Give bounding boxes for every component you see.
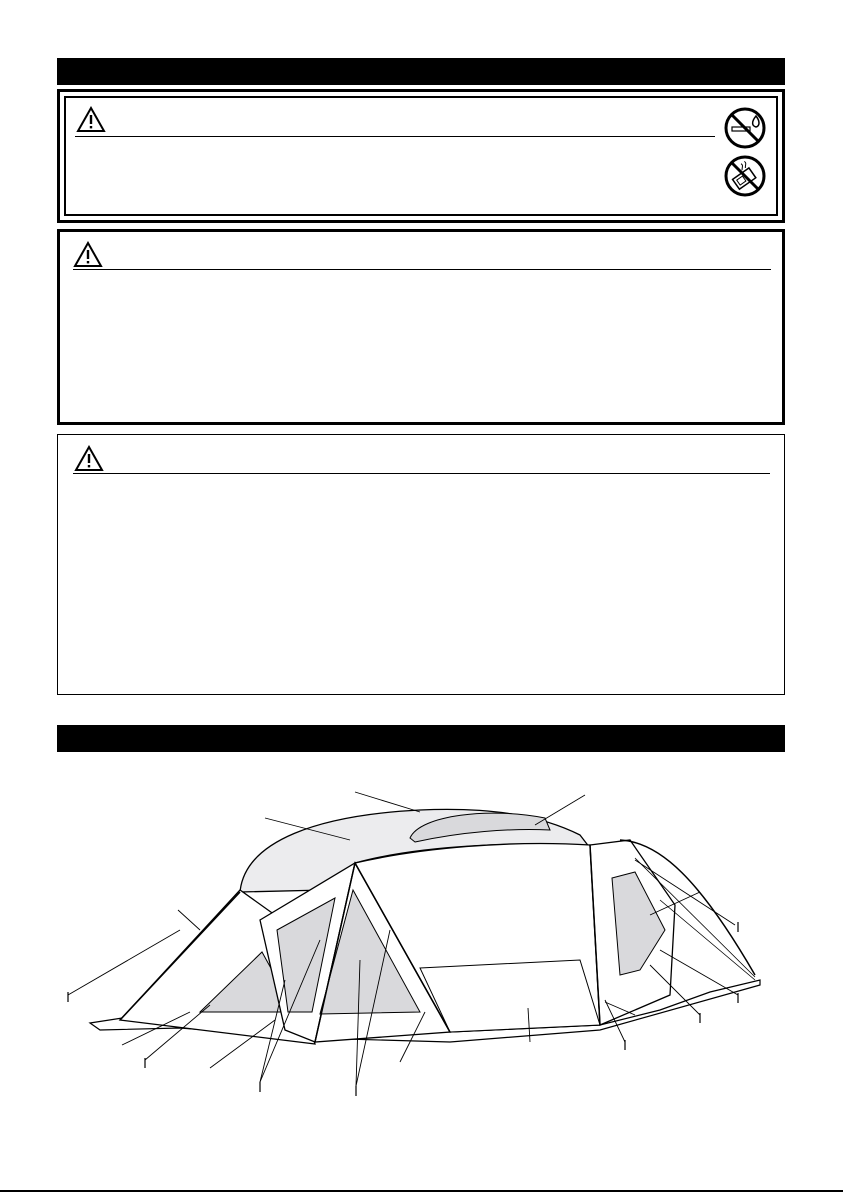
caution-notice-box xyxy=(57,434,785,695)
callout-leader xyxy=(178,910,200,930)
danger-notice-box xyxy=(57,89,785,223)
caution-notice-rule xyxy=(73,473,770,474)
warning-triangle-icon xyxy=(74,445,104,472)
no-heater-icon xyxy=(723,154,767,198)
section-heading-bar xyxy=(57,58,785,85)
parts-heading-bar xyxy=(57,725,785,752)
tent-illustration-icon xyxy=(60,780,780,1110)
danger-notice-inner-border xyxy=(64,96,778,216)
danger-notice-rule xyxy=(75,136,715,137)
callout-leader xyxy=(535,795,585,825)
warning-notice-box xyxy=(57,229,785,425)
warning-notice-rule xyxy=(73,269,771,270)
no-fire-icon xyxy=(723,106,767,150)
callout-leader xyxy=(355,792,420,812)
warning-triangle-icon xyxy=(76,106,106,133)
warning-triangle-icon xyxy=(73,241,103,268)
side-door-floor xyxy=(420,960,600,1032)
guy-line xyxy=(660,900,755,980)
